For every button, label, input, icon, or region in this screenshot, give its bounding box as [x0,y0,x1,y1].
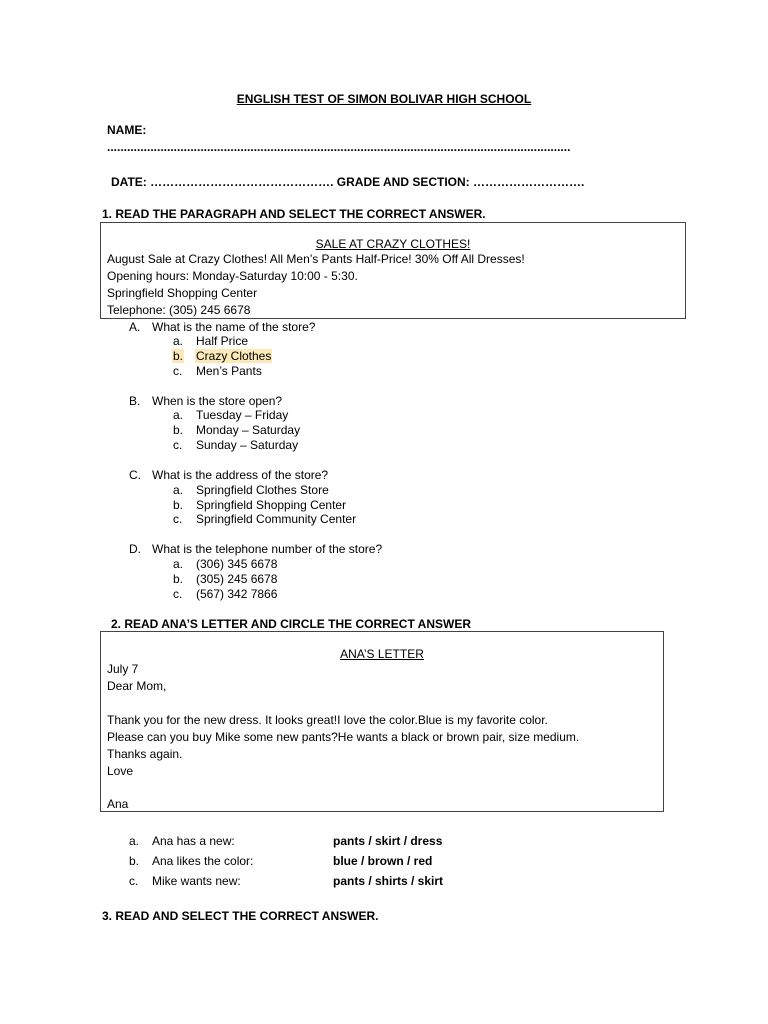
statement-letter: b. [129,854,140,868]
answer-option[interactable]: Springfield Shopping Center [196,498,347,512]
statement-letter: c. [129,874,139,888]
question-c-text: What is the address of the store? [152,468,329,482]
ad-line-2: Opening hours: Monday-Saturday 10:00 - 5:30. [107,269,358,283]
option-letter: c. [173,587,183,601]
letter-box [100,631,664,812]
statement-text: Ana likes the color: [152,854,254,868]
option-letter: a. [173,334,184,348]
letter-body-line-2: Please can you buy Mike some new pants?He wants a black or brown pair, size medium. [107,730,580,744]
answer-option[interactable]: Springfield Community Center [196,512,357,526]
letter-date: July 7 [107,662,139,676]
section-1-heading: 1. READ THE PARAGRAPH AND SELECT THE CORRECT ANSWER. [102,207,486,221]
name-label: NAME: [107,123,147,137]
ad-line-3: Springfield Shopping Center [107,286,258,300]
option-letter: a. [173,483,184,497]
answer-option[interactable]: Half Price [196,334,249,348]
letter-signature: Ana [107,797,129,811]
ad-box [100,222,686,319]
section-3-heading: 3. READ AND SELECT THE CORRECT ANSWER. [102,909,379,923]
answer-option[interactable]: (567) 342 7866 [196,587,278,601]
letter-title: ANA’S LETTER [340,647,424,661]
ad-line-1: August Sale at Crazy Clothes! All Men’s Pants Half-Price! 30% Off All Dresses! [107,252,525,266]
ad-line-4: Telephone: (305) 245 6678 [107,303,251,317]
option-letter: a. [173,557,184,571]
option-letter: a. [173,408,184,422]
option-letter: c. [173,512,183,526]
option-letter: c. [173,364,183,378]
question-d-letter: D. [129,542,141,556]
statement-letter: a. [129,834,140,848]
option-letter: b. [173,498,184,512]
answer-option[interactable]: (306) 345 6678 [196,557,278,571]
ad-title: SALE AT CRAZY CLOTHES! [315,237,471,251]
date-grade-line: DATE: ………………………………………. GRADE AND SECTION: ………………………. [111,175,585,189]
page-title: ENGLISH TEST OF SIMON BOLIVAR HIGH SCHOOL [236,92,532,106]
statement-text: Ana has a new: [152,834,235,848]
option-letter: b. [173,349,184,363]
letter-closing: Love [107,764,134,778]
letter-greeting: Dear Mom, [107,679,167,693]
question-b-letter: B. [129,394,141,408]
letter-body-line-3: Thanks again. [107,747,183,761]
question-a-text: What is the name of the store? [152,320,316,334]
section-2-heading: 2. READ ANA’S LETTER AND CIRCLE THE CORRECT ANSWER [111,617,472,631]
answer-option[interactable]: Monday – Saturday [196,423,301,437]
letter-body-line-1: Thank you for the new dress. It looks great!I love the color.Blue is my favorite color. [107,713,548,727]
option-letter: c. [173,438,183,452]
answer-option[interactable]: Springfield Clothes Store [196,483,329,497]
statement-choices[interactable]: blue / brown / red [333,854,433,868]
statement-choices[interactable]: pants / skirt / dress [333,834,443,848]
question-c-letter: C. [129,468,141,482]
option-letter: b. [173,572,184,586]
question-d-text: What is the telephone number of the store? [152,542,383,556]
answer-option[interactable]: (305) 245 6678 [196,572,278,586]
name-field-line: ........................................................................................................................................... [107,140,571,154]
statement-text: Mike wants new: [152,874,241,888]
answer-option[interactable]: Men’s Pants [196,364,262,378]
answer-option[interactable]: Sunday – Saturday [196,438,299,452]
option-letter: b. [173,423,184,437]
question-b-text: When is the store open? [152,394,283,408]
statement-choices[interactable]: pants / shirts / skirt [333,874,444,888]
answer-option[interactable]: Tuesday – Friday [196,408,289,422]
answer-option-highlighted[interactable]: Crazy Clothes [196,349,272,363]
question-a-letter: A. [129,320,141,334]
